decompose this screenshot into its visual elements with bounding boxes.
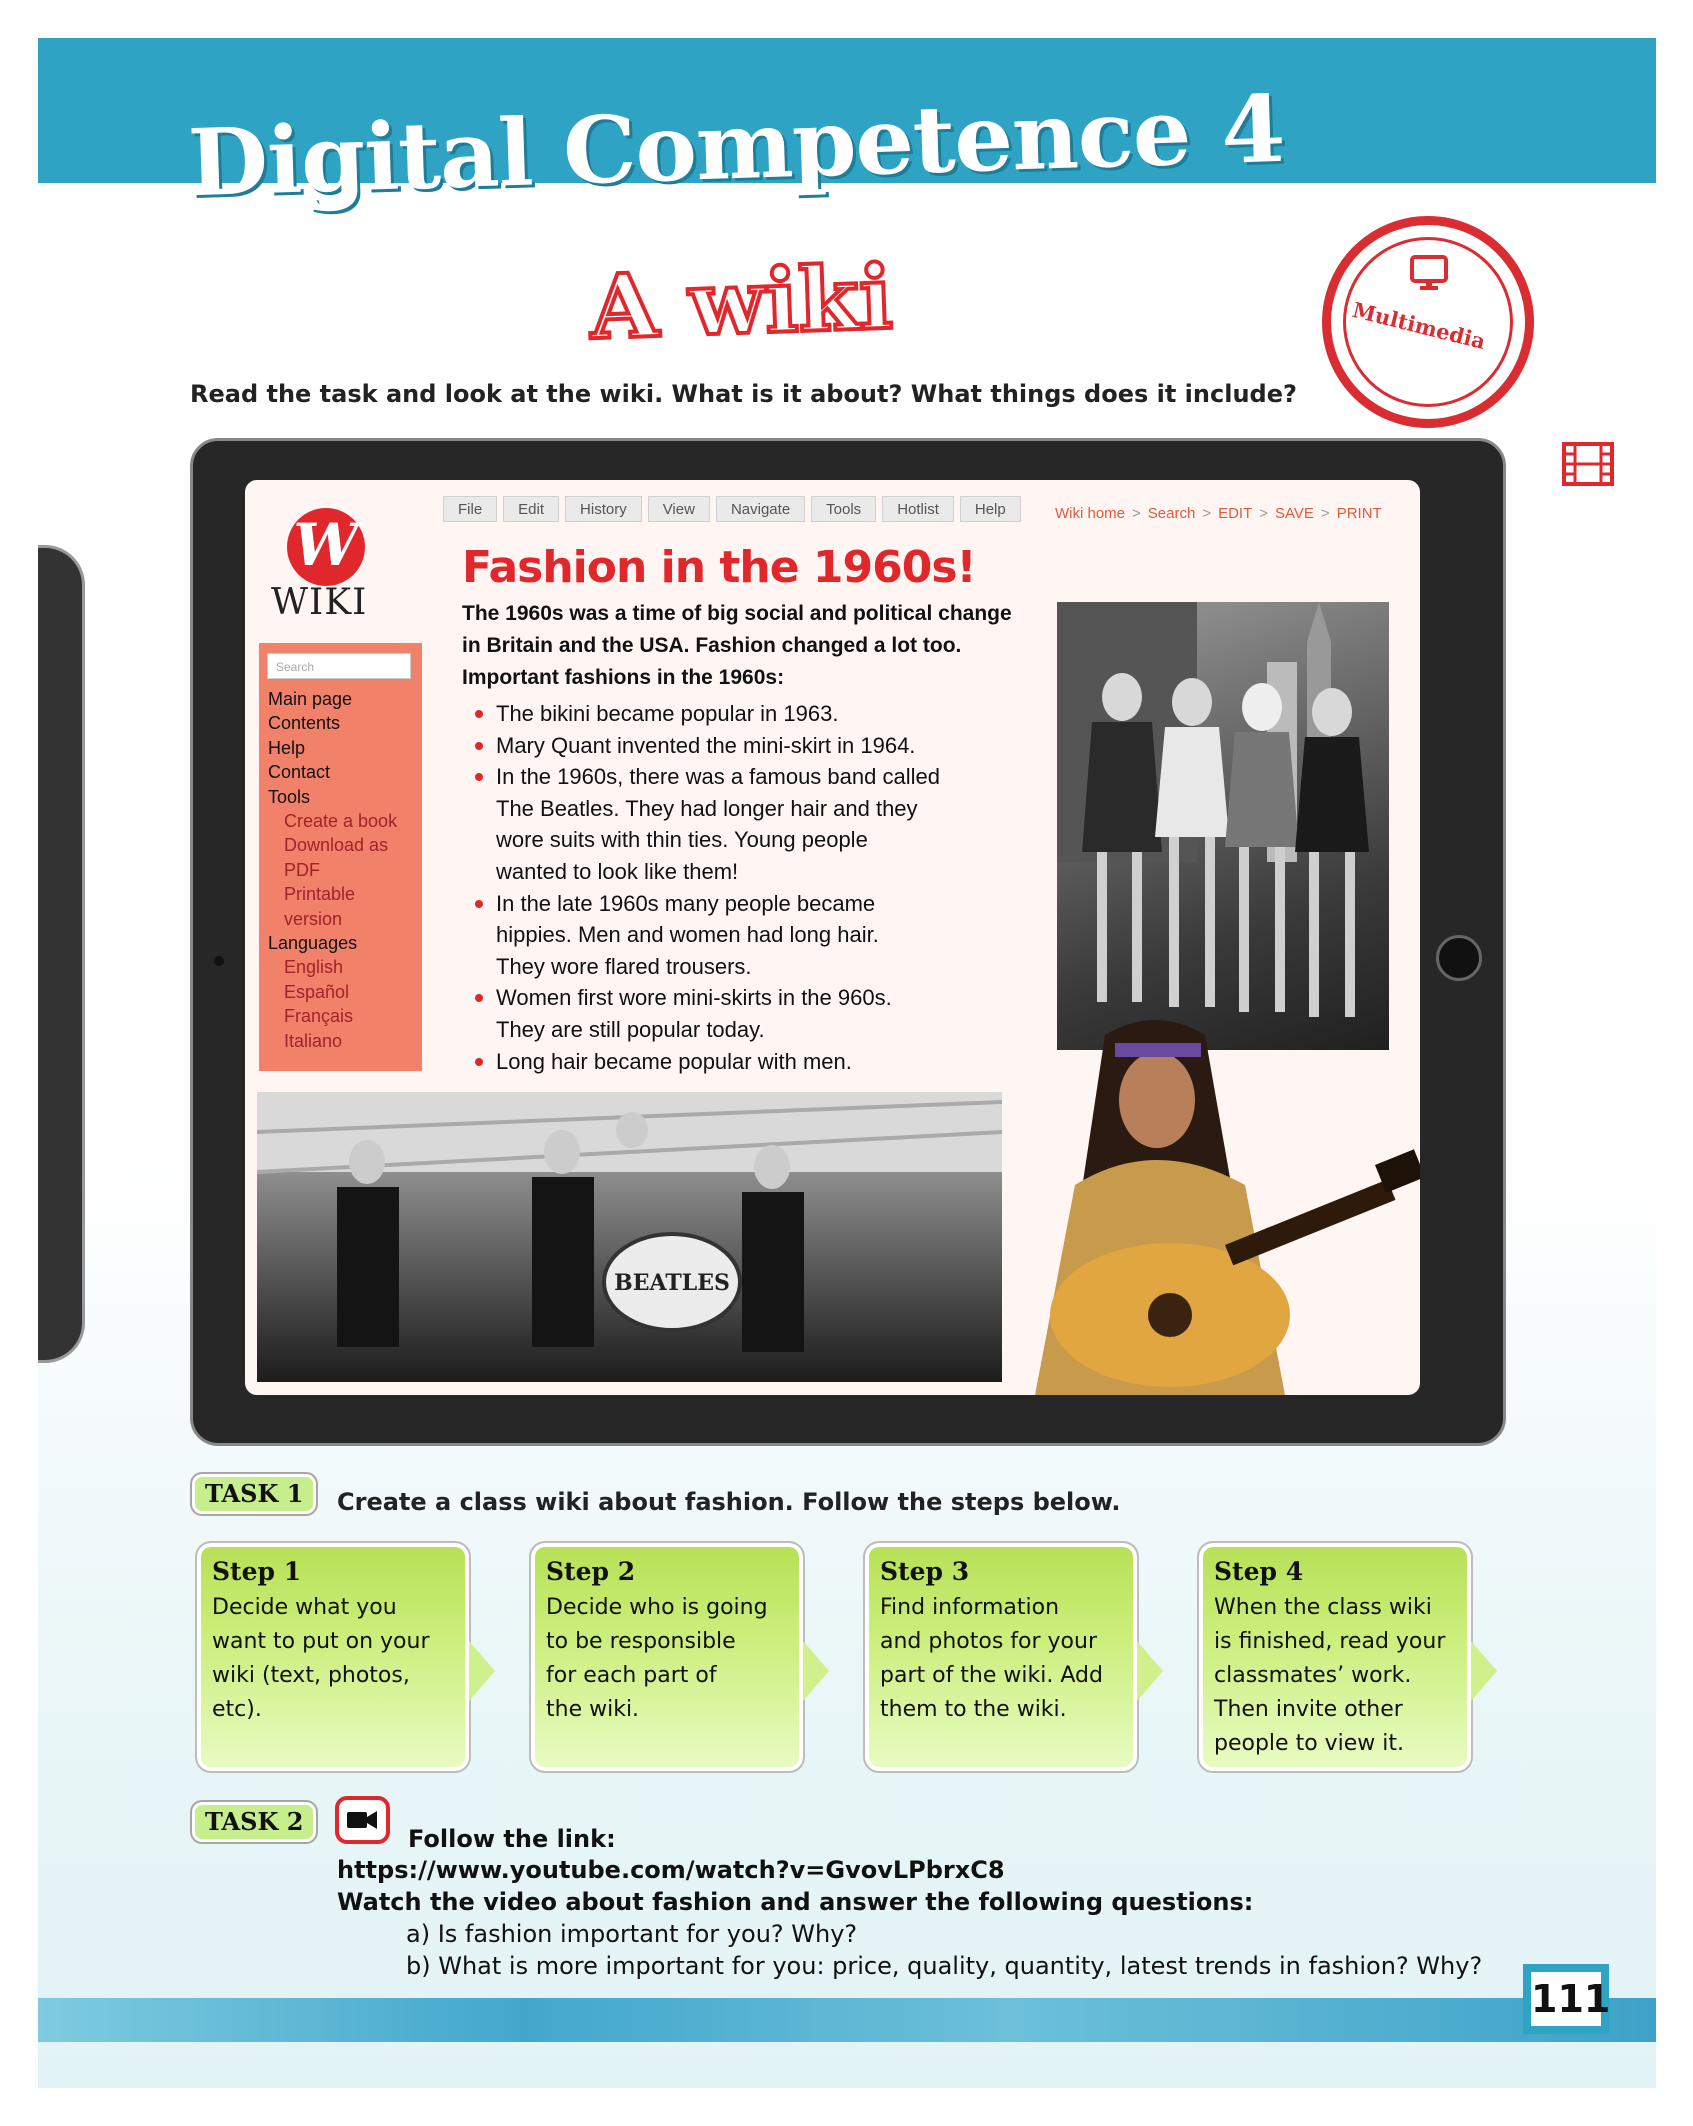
- wiki-screen: [245, 480, 1420, 1395]
- sidebar-item[interactable]: English: [284, 957, 344, 978]
- list-item-line: Women first wore mini-skirts in the 960s.: [496, 985, 892, 1011]
- task1-instruction: Create a class wiki about fashion. Follow the steps below.: [337, 1488, 1121, 1516]
- step-arrow-icon: [1137, 1641, 1163, 1701]
- wiki-sidebar: [259, 643, 422, 1071]
- question-a: a) Is fashion important for you? Why?: [406, 1920, 858, 1948]
- film-icon: [1562, 442, 1614, 486]
- step-card-3: [863, 1541, 1139, 1773]
- tablet-home-button: [1436, 935, 1482, 981]
- lead-line: in Britain and the USA. Fashion changed a lot too.: [462, 634, 962, 657]
- list-item: [475, 761, 1035, 887]
- article-title: Fashion in the 1960s!: [462, 542, 976, 593]
- list-item-line: hippies. Men and women had long hair.: [496, 922, 879, 948]
- list-item: [475, 730, 1035, 762]
- menu-tab-file[interactable]: File: [443, 496, 497, 522]
- lead-line: The 1960s was a time of big social and political change: [462, 602, 1012, 625]
- photo-hippie-guitar: [995, 1015, 1420, 1395]
- step-arrow-icon: [469, 1641, 495, 1701]
- step-card-2: [529, 1541, 805, 1773]
- list-item: [475, 982, 1035, 1045]
- list-item-line: Mary Quant invented the mini-skirt in 1964.: [496, 732, 916, 758]
- list-item-line: wanted to look like them!: [496, 858, 739, 884]
- list-item: [475, 698, 1035, 730]
- wiki-menubar: [443, 496, 1021, 522]
- fashion-bullet-list: [475, 698, 1035, 1077]
- partial-device-edge: [38, 545, 85, 1363]
- list-item-line: The bikini became popular in 1963.: [496, 701, 839, 726]
- page-number-box: [1523, 1964, 1609, 2034]
- menu-tab-hotlist[interactable]: Hotlist: [882, 496, 954, 522]
- sidebar-item[interactable]: Contact: [268, 762, 331, 783]
- task2-badge: TASK 2: [190, 1800, 318, 1844]
- menu-tab-navigate[interactable]: Navigate: [716, 496, 805, 522]
- step-title: Step 1: [212, 1557, 302, 1586]
- sidebar-item[interactable]: PDF: [284, 859, 320, 880]
- step-card-4: [1197, 1541, 1473, 1773]
- menu-tab-help[interactable]: Help: [960, 496, 1021, 522]
- breadcrumb-save[interactable]: SAVE: [1275, 505, 1314, 522]
- step-text: Find information and photos for your part of the wiki. Add them to the wiki.: [880, 1595, 1103, 1722]
- intro-text: Read the task and look at the wiki. What is it about? What things does it include?: [190, 380, 1297, 408]
- page-number: 111: [1531, 1972, 1601, 2026]
- video-camera-icon[interactable]: [335, 1796, 390, 1844]
- sidebar-item[interactable]: Français: [284, 1006, 354, 1027]
- sidebar-item[interactable]: Contents: [268, 713, 341, 734]
- drum-logo-text: BEATLES: [614, 1270, 730, 1296]
- footer-strip: [38, 1998, 1656, 2042]
- photo-beatles: [257, 1092, 1002, 1382]
- list-item-line: They are still popular today.: [496, 1016, 765, 1042]
- sidebar-nav: [268, 687, 397, 1053]
- breadcrumb: Wiki home > Search > EDIT > SAVE > PRINT: [1055, 505, 1382, 522]
- monitor-icon: [1409, 253, 1449, 293]
- sidebar-item[interactable]: Create a book: [284, 811, 398, 832]
- page-title: Digital Competence 4: [186, 74, 1286, 218]
- list-item-line: Long hair became popular with men.: [496, 1048, 852, 1074]
- sidebar-item[interactable]: Printable: [284, 884, 356, 905]
- women-illustration: [1057, 602, 1389, 1050]
- step-text: Decide who is going to be responsible for each part of the wiki.: [546, 1595, 768, 1722]
- sidebar-item[interactable]: Download as: [284, 835, 389, 856]
- task1-badge: TASK 1: [190, 1472, 318, 1516]
- sidebar-item[interactable]: Italiano: [284, 1030, 343, 1051]
- breadcrumb-wiki-home[interactable]: Wiki home: [1055, 505, 1126, 522]
- breadcrumb-edit[interactable]: EDIT: [1218, 505, 1253, 522]
- multimedia-stamp: [1322, 216, 1534, 428]
- list-item-line: wore suits with thin ties. Young people: [496, 827, 868, 853]
- sidebar-item[interactable]: version: [284, 908, 343, 929]
- important-heading: Important fashions in the 1960s:: [462, 666, 785, 689]
- sidebar-item[interactable]: Español: [284, 981, 350, 1002]
- list-item: [475, 1046, 1035, 1078]
- question-b: b) What is more important for you: price, quality, quantity, latest trends in fashion? Why?: [406, 1952, 1483, 1980]
- task2-link[interactable]: https://www.youtube.com/watch?v=GvovLPbrxC8: [337, 1856, 1005, 1884]
- step-card-1: [195, 1541, 471, 1773]
- menu-tab-edit[interactable]: Edit: [503, 496, 559, 522]
- step-text: Decide what you want to put on your wiki (text, photos, etc).: [212, 1595, 430, 1722]
- stamp-label: Multimedia: [1349, 296, 1489, 355]
- step-title: Step 3: [880, 1557, 970, 1586]
- wiki-logo-icon[interactable]: W: [287, 508, 365, 586]
- menu-tab-view[interactable]: View: [648, 496, 710, 522]
- step-arrow-icon: [1471, 1641, 1497, 1701]
- photo-women-miniskirts: [1057, 602, 1389, 1050]
- list-item-line: The Beatles. They had longer hair and they: [496, 795, 918, 821]
- step-title: Step 4: [1214, 1557, 1304, 1586]
- search-input[interactable]: Search: [267, 653, 411, 679]
- breadcrumb-print[interactable]: PRINT: [1336, 505, 1382, 522]
- menu-tab-tools[interactable]: Tools: [811, 496, 876, 522]
- task2-follow: Follow the link:: [408, 1825, 616, 1853]
- tablet-camera: [214, 956, 224, 966]
- sidebar-item[interactable]: Main page: [268, 689, 353, 709]
- menu-tab-history[interactable]: History: [565, 496, 642, 522]
- step-arrow-icon: [803, 1641, 829, 1701]
- wiki-logo-text: WIKI: [271, 582, 368, 623]
- step-text: When the class wiki is finished, read your classmates’ work. Then invite other people to view it.: [1214, 1595, 1446, 1756]
- list-item: [475, 888, 1035, 983]
- sidebar-item[interactable]: Tools: [268, 786, 311, 807]
- breadcrumb-search[interactable]: Search: [1147, 505, 1196, 522]
- beatles-illustration: [257, 1092, 1002, 1382]
- list-item-line: In the 1960s, there was a famous band called: [496, 764, 940, 790]
- article-lead: [462, 598, 1022, 662]
- list-item-line: They wore flared trousers.: [496, 953, 752, 979]
- list-item-line: In the late 1960s many people became: [496, 890, 876, 916]
- page-subtitle: A wiki: [588, 244, 895, 360]
- hippie-illustration: [995, 1015, 1420, 1395]
- step-title: Step 2: [546, 1557, 636, 1586]
- sidebar-item[interactable]: Languages: [268, 933, 358, 954]
- task2-instruction: Watch the video about fashion and answer the following questions:: [337, 1888, 1254, 1916]
- sidebar-item[interactable]: Help: [268, 737, 306, 758]
